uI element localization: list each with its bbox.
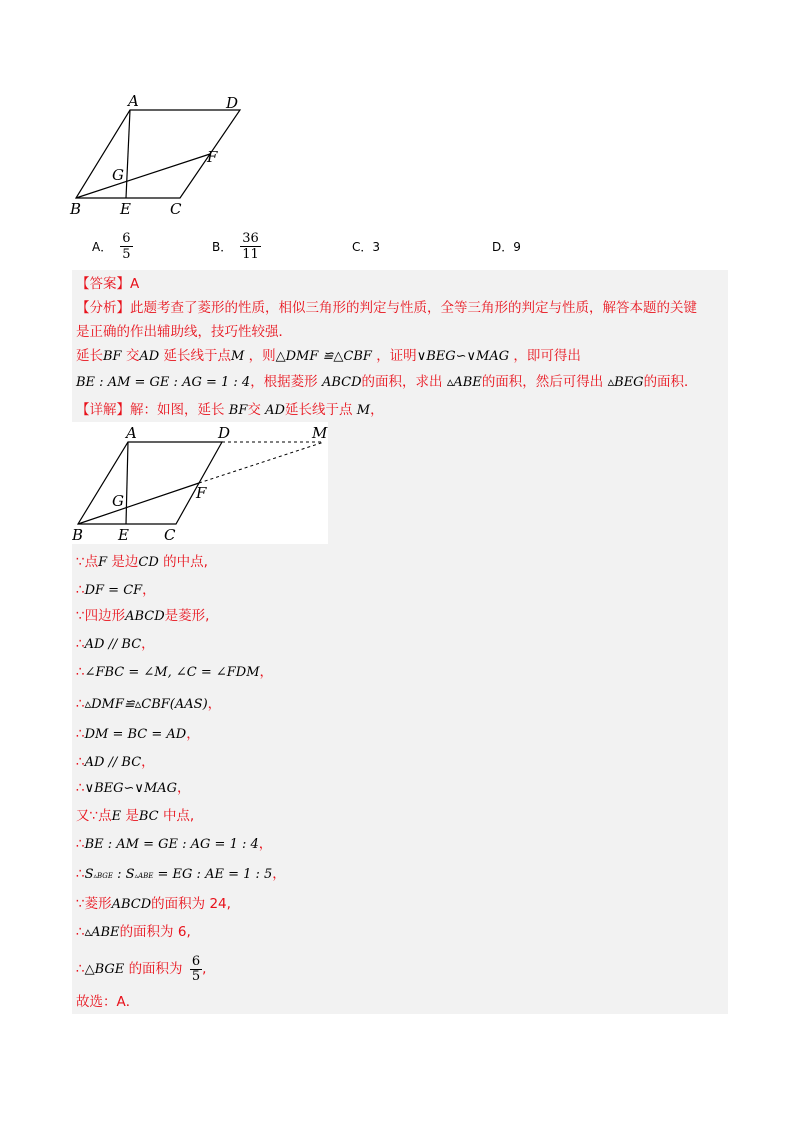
answer-line: 【答案】A (76, 276, 140, 292)
step-9: ∴∨BEG∽∨MAG， (76, 780, 191, 796)
step-8: ∴AD // BC， (76, 754, 155, 770)
fraction: $\frac{6}{5}$ (122, 230, 131, 262)
answer-options (0, 226, 800, 266)
step-12: ∴S▵BGE : S▵ABE = EG : AE = 1 : 5， (76, 866, 286, 882)
label-e: E (118, 526, 129, 544)
label-c: C (164, 526, 176, 544)
fraction: $\frac{36}{11}$ (242, 230, 259, 262)
step-11: ∴BE : AM = GE : AG = 1 : 4， (76, 836, 273, 852)
step-2: ∴DF = CF， (76, 582, 156, 598)
label-f: F (207, 148, 218, 166)
step-10: 又∵点E 是BC 中点, (76, 808, 195, 824)
step-15: ∴△BGE 的面积为 $\frac{6}{5}$ , (76, 953, 207, 984)
solution-box (72, 270, 728, 1014)
step-5: ∴∠FBC = ∠M, ∠C = ∠FDM， (76, 664, 274, 680)
step-3: ∵四边形ABCD是菱形, (76, 608, 210, 624)
step-6: ∴▵DMF≌▵CBF(AAS)， (76, 696, 222, 712)
label-c: C (170, 200, 182, 218)
label-e: E (120, 200, 131, 218)
label-a: A (128, 92, 139, 110)
step-4: ∴AD // BC， (76, 636, 155, 652)
rhombus-figure (68, 92, 258, 218)
option-d[interactable]: D．9 (492, 239, 521, 254)
analysis-line-1: 【分析】此题考查了菱形的性质，相似三角形的判定与性质，全等三角形的判定与性质，解答本题的关键 (76, 300, 697, 316)
step-13: ∵菱形ABCD的面积为 24, (76, 896, 231, 912)
label-b: B (72, 526, 84, 544)
step-14: ∴▵ABE的面积为 6, (76, 924, 191, 940)
label-b: B (70, 200, 82, 218)
option-a[interactable]: A． $\frac{6}{5}$ (92, 230, 131, 262)
option-b[interactable]: B． $\frac{36}{11}$ (212, 230, 259, 262)
label-m: M (312, 424, 328, 442)
label-d: D (218, 424, 231, 442)
detail-line: 【详解】解：如图，延长 BF交 AD延长线于点 M， (76, 402, 384, 418)
label-d: D (226, 94, 239, 112)
label-a: A (126, 424, 137, 442)
rhombus-extended-figure (72, 422, 328, 544)
step-7: ∴DM = BC = AD， (76, 726, 200, 742)
label-g: G (112, 492, 124, 510)
option-c[interactable]: C．3 (352, 239, 381, 254)
analysis-line-3: 延长BF 交AD 延长线于点M ，则△DMF ≌△CBF ，证明∨BEG∽∨MAG ，即可得出 (76, 348, 581, 364)
analysis-line-4: BE : AM = GE : AG = 1 : 4，根据菱形 ABCD的面积，求出 ▵ABE的面积，然后可得出 ▵BEG的面积． (76, 374, 698, 390)
step-1: ∵点F 是边CD 的中点, (76, 554, 208, 570)
analysis-line-2: 是正确的作出辅助线，技巧性较强． (76, 324, 292, 340)
step-16: 故选：A． (76, 994, 140, 1010)
label-f: F (196, 484, 207, 502)
fraction: $\frac{6}{5}$ (191, 953, 201, 984)
label-g: G (112, 166, 124, 184)
